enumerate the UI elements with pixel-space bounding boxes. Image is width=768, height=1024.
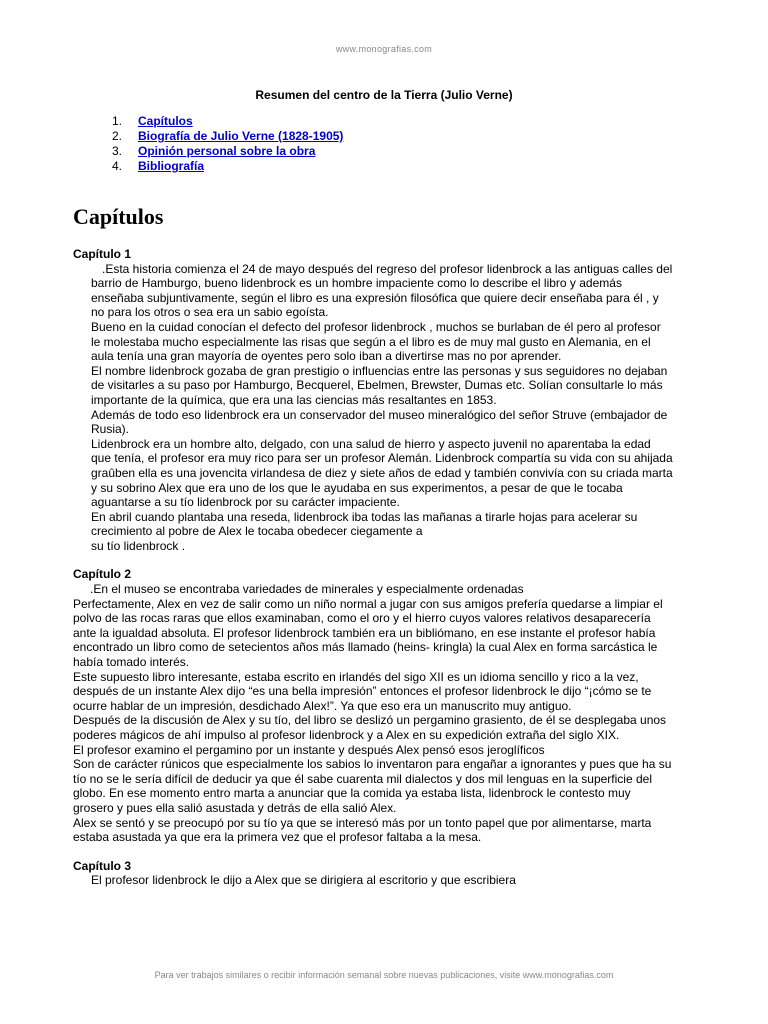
chapter-title: Capítulo 1: [73, 247, 132, 261]
paragraph: .En el museo se encontraba variedades de minerales y especialmente ordenadas: [90, 582, 524, 597]
paragraph: El profesor examino el pergamino por un instante y después Alex pensó esos jeroglíficos: [73, 742, 545, 757]
toc-item: [112, 129, 343, 144]
section-heading: Capítulos: [73, 204, 164, 229]
toc-number: 2.: [112, 129, 123, 143]
chapter-title: Capítulo 2: [73, 567, 132, 582]
paragraph: El nombre lidenbrock gozaba de gran prestigio o influencias entre las personas y sus seguidores no dejaban de visitarles a su paso por Hamburgo, Becquerel, Ebelmen, Brewster, Dumas etc. Solían consultarle lo más importante de la química, que era una las ciencias más resaltantes en 1853.: [91, 363, 668, 407]
footer-note: Para ver trabajos similares o recibir información semanal sobre nuevas publicaciones, visite www.monografias.com: [154, 970, 614, 980]
paragraph: Perfectamente, Alex en vez de salir como un niño normal a jugar con sus amigos prefería quedarse a limpiar el polvo de las rocas raras que ellos examinaban, como el oro y el hierro cuyos valores relativos desaparecería ante la igualdad absoluta. El profesor lidenbrock también era un bibliómano, en ese instante el profesor había encontrado un libro como de setecientos años más llamado (heins- kringla) la cual Alex en forma sarcástica le había tomado interés.: [73, 596, 663, 670]
document-title: Resumen del centro de la Tierra (Julio Verne): [255, 88, 513, 102]
document-body: [73, 247, 673, 888]
chapter-title: Capítulo 3: [73, 858, 132, 873]
paragraph: Alex se sentó y se preocupó por su tío ya que se interesó más por un tonto papel que por alimentarse, marta estaba asustada ya que era la primera vez que el profesor faltaba a la mesa.: [73, 815, 652, 845]
toc-link-capitulos[interactable]: Capítulos: [138, 114, 193, 128]
toc-item: [112, 159, 343, 174]
paragraph: Después de la discusión de Alex y su tío, del libro se deslizó un pergamino grasiento, de él se desplegaba unos poderes mágicos de ahí impulso al profesor lidenbrock y a Alex en su expedición extraña del siglo XIX.: [73, 713, 667, 742]
paragraph: Este supuesto libro interesante, estaba escrito en irlandés del sigo XII es un idioma sencillo y rico a la vez, después de un instante Alex dijo “es una bella impresión” entonces el profesor lidenbrock le dijo “¡cómo se te ocurre hablar de un impresión, desdichado Alex!”. Ya que eso era un manuscrito muy antiguo.: [73, 669, 652, 713]
paragraph: Bueno en la cuidad conocían el defecto del profesor lidenbrock , muchos se burlaban de él pero al profesor le molestaba mucho especialmente las risas que según a el libro es de muy mal gusto en Alemania, en el aula tenía una gran mayoría de oyentes pero solo iban a divertirse mas no por aprender.: [91, 319, 661, 364]
toc-number: 3.: [112, 144, 123, 158]
paragraph: Lidenbrock era un hombre alto, delgado, con una salud de hierro y aspecto juvenil no aparentaba la edad que tenía, el profesor era muy rico para ser un profesor Alemán. Lidenbrock compartía su vida con su ahijada graûben ella es una jovencita virlandesa de diez y siete años de edad y también convivía con su criada marta y su sobrino Alex que era uno de los que le ayudaba en sus experimentos, a pesar de que le tocaba aguantarse a su tío lidenbrock por su carácter impaciente.: [91, 436, 673, 510]
site-url-header: www.monografias.com: [335, 44, 433, 54]
toc-link-opinion[interactable]: Opinión personal sobre la obra: [138, 144, 316, 158]
paragraph: Son de carácter rúnicos que especialmente los sabios lo inventaron para engañar a ignorantes y pues que ha su tío no se le sería difícil de deducir ya que él sabe cuarenta mil dialectos y dos mil lenguas en la superficie del globo. En ese momento entro marta a anunciar que la comida ya estaba lista, lidenbrock le contesto muy grosero y pues ella salió asustada y detrás de ella salió Alex.: [73, 757, 672, 815]
paragraph: .Esta historia comienza el 24 de mayo después del regreso del profesor lidenbrock a las antiguas calles del barrio de Hamburgo, bueno lidenbrock es un hombre impaciente como lo describe el libro y además enseñaba subjuntivamente, según el libro es una expresión filosófica que quiere decir enseñaba para él , y no para los otros o sea era un sabio egoísta.: [91, 261, 673, 320]
toc-number: 1.: [112, 114, 123, 128]
paragraph: El profesor lidenbrock le dijo a Alex que se dirigiera al escritorio y que escribiera: [91, 873, 516, 888]
toc-link-bibliografia[interactable]: Bibliografía: [138, 159, 205, 173]
toc-item: [112, 144, 343, 159]
paragraph: su tío lidenbrock .: [91, 538, 186, 553]
toc-link-biografia[interactable]: Biografía de Julio Verne (1828-1905): [138, 129, 344, 143]
toc-number: 4.: [112, 159, 123, 173]
toc-item: [112, 114, 343, 129]
table-of-contents: [112, 114, 343, 174]
paragraph: Además de todo eso lidenbrock era un conservador del museo mineralógico del señor Struve (embajador de Rusia).: [91, 407, 668, 437]
paragraph: En abril cuando plantaba una reseda, lidenbrock iba todas las mañanas a tirarle hojas para acelerar su crecimiento al pobre de Alex le tocaba obedecer ciegamente a: [91, 509, 638, 539]
